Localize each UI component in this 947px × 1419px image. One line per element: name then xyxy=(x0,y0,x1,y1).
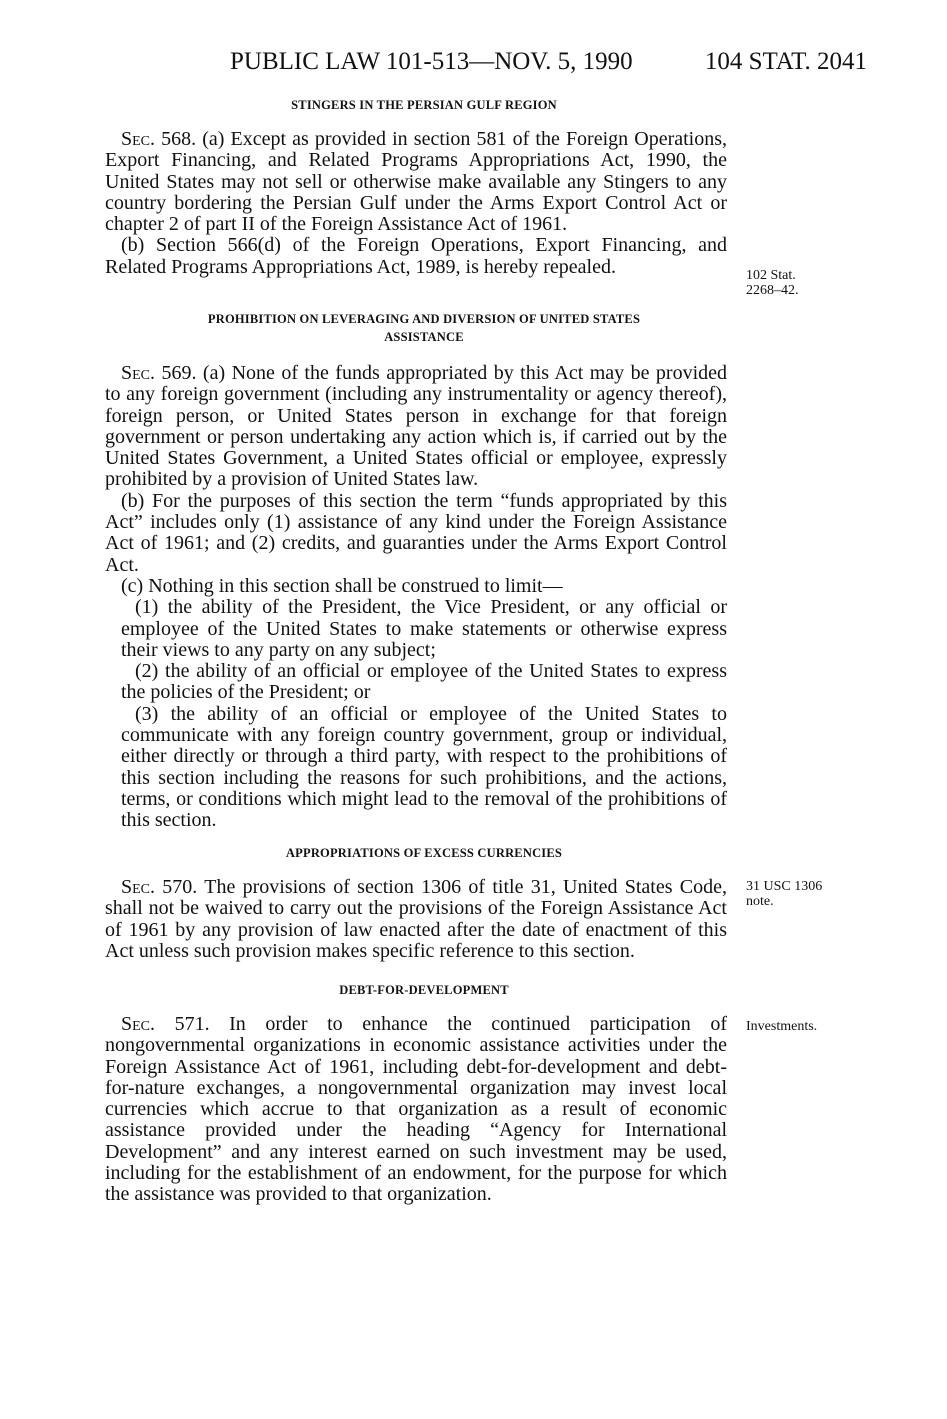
paragraph-text: (a) Except as provided in section 581 of the Foreign Operations, Export Financing, and Related Programs Appropriations Act, 1990, the United States may not sell or otherwise make available any Stingers to any country bordering the Persian Gulf under the Arms Export Control Act or chapter 2 of part II of the Foreign Assistance Act of 1961. xyxy=(105,128,728,236)
section-paragraph xyxy=(105,363,727,491)
section-heading-continued: ASSISTANCE xyxy=(384,330,464,344)
section-paragraph xyxy=(105,1014,727,1206)
section-heading: DEBT-FOR-DEVELOPMENT xyxy=(339,983,509,997)
header-stat-page: 104 STAT. 2041 xyxy=(704,48,867,75)
section-570 xyxy=(105,844,727,962)
margin-note-investments: Investments. xyxy=(746,1019,818,1034)
paragraph-text: The provisions of section 1306 of title 31, United States Code, shall not be waived to carry out the provisions of the Foreign Assistance Act of 1961 by any provision of law enacted after the date of enactment of this Act unless such provision makes specific reference to this section. xyxy=(105,876,728,962)
margin-note-usc xyxy=(746,879,822,909)
running-header xyxy=(105,48,867,82)
list-item: (1) the ability of the President, the Vice President, or any official or employee of the United States to make statements or otherwise express their views to any party on any subject; xyxy=(121,596,727,661)
section-paragraph xyxy=(105,235,727,278)
section-number: Sec. 568. xyxy=(121,128,197,150)
section-heading: STINGERS IN THE PERSIAN GULF REGION xyxy=(291,98,557,112)
section-568 xyxy=(105,96,727,278)
section-paragraph xyxy=(105,877,727,962)
paragraph-text: (a) None of the funds appropriated by this Act may be provided to any foreign government (including any instrumentality or agency thereof), foreign person, or United States person in exchange for that foreign government or person undertaking any action which is, if carried out by the United States Government, a United States official or employee, expressly prohibited by a provision of United States law. xyxy=(105,362,728,491)
section-heading: PROHIBITION ON LEVERAGING AND DIVERSION OF UNITED STATES xyxy=(207,312,641,326)
margin-note-line: 31 USC 1306 xyxy=(746,879,823,894)
list-item: (2) the ability of an official or employee of the United States to express the policies of the President; or xyxy=(121,660,727,704)
section-paragraph xyxy=(105,491,727,576)
section-paragraph xyxy=(105,576,727,597)
section-571 xyxy=(105,981,727,1206)
section-number: Sec. 569. xyxy=(121,362,197,384)
margin-note-stat xyxy=(746,268,799,298)
paragraph-text: (b) Section 566(d) of the Foreign Operations, Export Financing, and Related Programs Appropriations Act, 1989, is hereby repealed. xyxy=(105,234,727,278)
section-569 xyxy=(105,310,727,832)
margin-note-line: 102 Stat. xyxy=(746,268,796,283)
list-item: (3) the ability of an official or employee of the United States to communicate with any foreign country government, group or individual, either directly or through a third party, with respect to the prohibitions of this section including the reasons for such prohibitions, and the actions, terms, or conditions which might lead to the removal of the prohibitions of this section. xyxy=(121,702,727,832)
header-law-date: PUBLIC LAW 101-513—NOV. 5, 1990 xyxy=(230,48,633,75)
section-heading: APPROPRIATIONS OF EXCESS CURRENCIES xyxy=(285,846,563,860)
section-number: Sec. 571. xyxy=(121,1013,210,1035)
margin-note-line: 2268–42. xyxy=(746,283,799,298)
paragraph-text: (b) For the purposes of this section the term “funds appropriated by this Act” includes only (1) assistance of any kind under the Foreign Assistance Act of 1961; and (2) credits, and guaranties under the Arms Export Control Act. xyxy=(105,489,727,576)
section-number: Sec. 570. xyxy=(121,876,198,898)
margin-note-line: note. xyxy=(746,894,774,909)
section-paragraph xyxy=(105,129,727,235)
paragraph-text: In order to enhance the continued participation of nongovernmental organizations in economic assistance activities under the Foreign Assistance Act of 1961, including debt-for-development and debt-for-nature exchanges, a nongovernmental organization may invest local currencies which accrue to that organization as a result of economic assistance provided under the heading “Agency for International Development” and any interest earned on such investment may be used, including for the establishment of an endowment, for the purpose for which the assistance was provided to that organization. xyxy=(105,1013,727,1206)
paragraph-text: (c) Nothing in this section shall be construed to limit— xyxy=(121,574,563,597)
